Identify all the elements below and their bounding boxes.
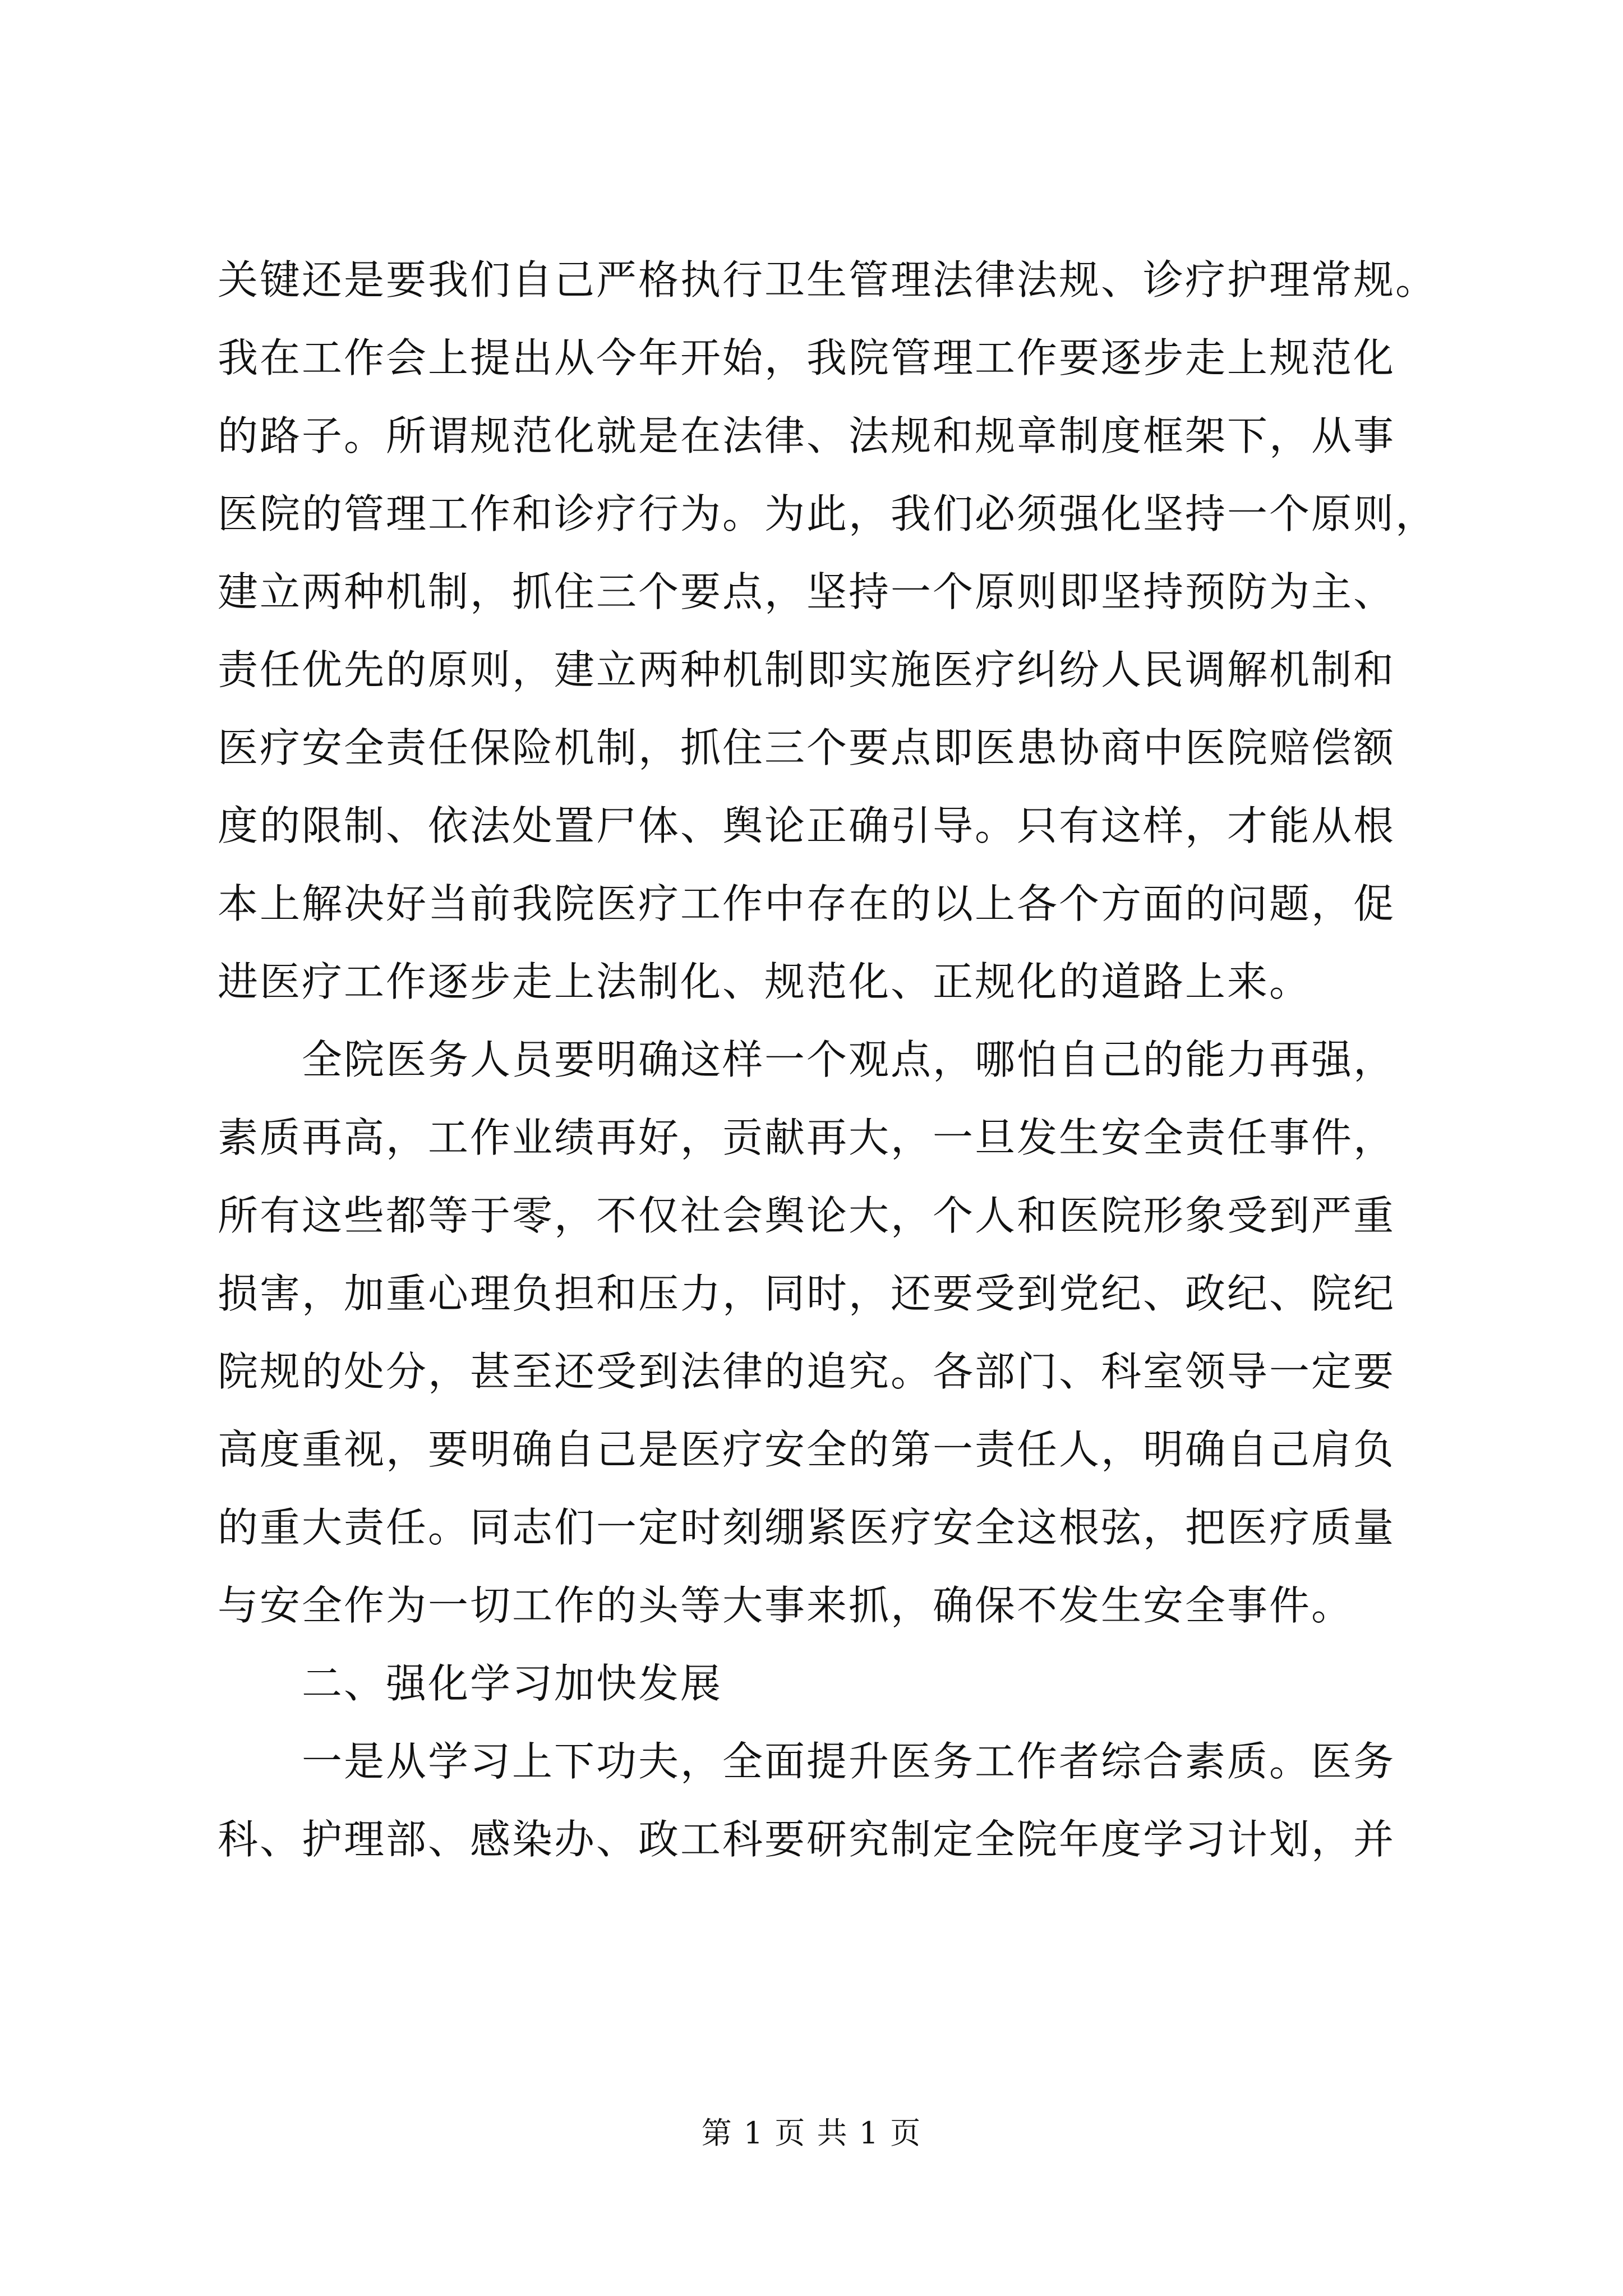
text-line: 本上解决好当前我院医疗工作中存在的以上各个方面的问题，促: [218, 880, 1396, 927]
text-line: 损害，加重心理负担和压力，同时，还要受到党纪、政纪、院纪: [218, 1270, 1396, 1317]
text-line: 院规的处分，甚至还受到法律的追究。各部门、科室领导一定要: [218, 1348, 1396, 1395]
text-line: 所有这些都等于零，不仅社会舆论大，个人和医院形象受到严重: [218, 1192, 1396, 1239]
text-line: 医疗安全责任保险机制，抓住三个要点即医患协商中医院赔偿额: [218, 724, 1396, 771]
text-line: 素质再高，工作业绩再好，贡献再大，一旦发生安全责任事件，: [218, 1114, 1396, 1161]
page-footer: 第 1 页 共 1 页: [701, 2115, 922, 2151]
section-heading: 二、强化学习加快发展: [302, 1660, 723, 1707]
document-body: [218, 241, 1438, 1879]
text-line: 建立两种机制，抓住三个要点，坚持一个原则即坚持预防为主、: [218, 568, 1396, 615]
text-line: 我在工作会上提出从今年开始，我院管理工作要逐步走上规范化: [218, 334, 1396, 381]
paragraph-start-line: 一是从学习上下功夫，全面提升医务工作者综合素质。医务: [302, 1738, 1396, 1785]
text-line: 医院的管理工作和诊疗行为。为此，我们必须强化坚持一个原则，: [218, 490, 1438, 537]
text-line: 责任优先的原则，建立两种机制即实施医疗纠纷人民调解机制和: [218, 646, 1396, 693]
text-line: 度的限制、依法处置尸体、舆论正确引导。只有这样，才能从根: [218, 802, 1396, 849]
paragraph-start-line: 全院医务人员要明确这样一个观点，哪怕自己的能力再强，: [302, 1036, 1396, 1083]
text-line: 科、护理部、感染办、政工科要研究制定全院年度学习计划，并: [218, 1816, 1396, 1863]
text-line: 高度重视，要明确自己是医疗安全的第一责任人，明确自己肩负: [218, 1426, 1396, 1473]
text-line: 的重大责任。同志们一定时刻绷紧医疗安全这根弦，把医疗质量: [218, 1504, 1396, 1551]
text-line: 关键还是要我们自己严格执行卫生管理法律法规、诊疗护理常规。: [218, 256, 1438, 303]
text-line: 进医疗工作逐步走上法制化、规范化、正规化的道路上来。: [218, 958, 1312, 1005]
text-line: 的路子。所谓规范化就是在法律、法规和规章制度框架下，从事: [218, 412, 1396, 459]
text-line: 与安全作为一切工作的头等大事来抓，确保不发生安全事件。: [218, 1582, 1354, 1629]
